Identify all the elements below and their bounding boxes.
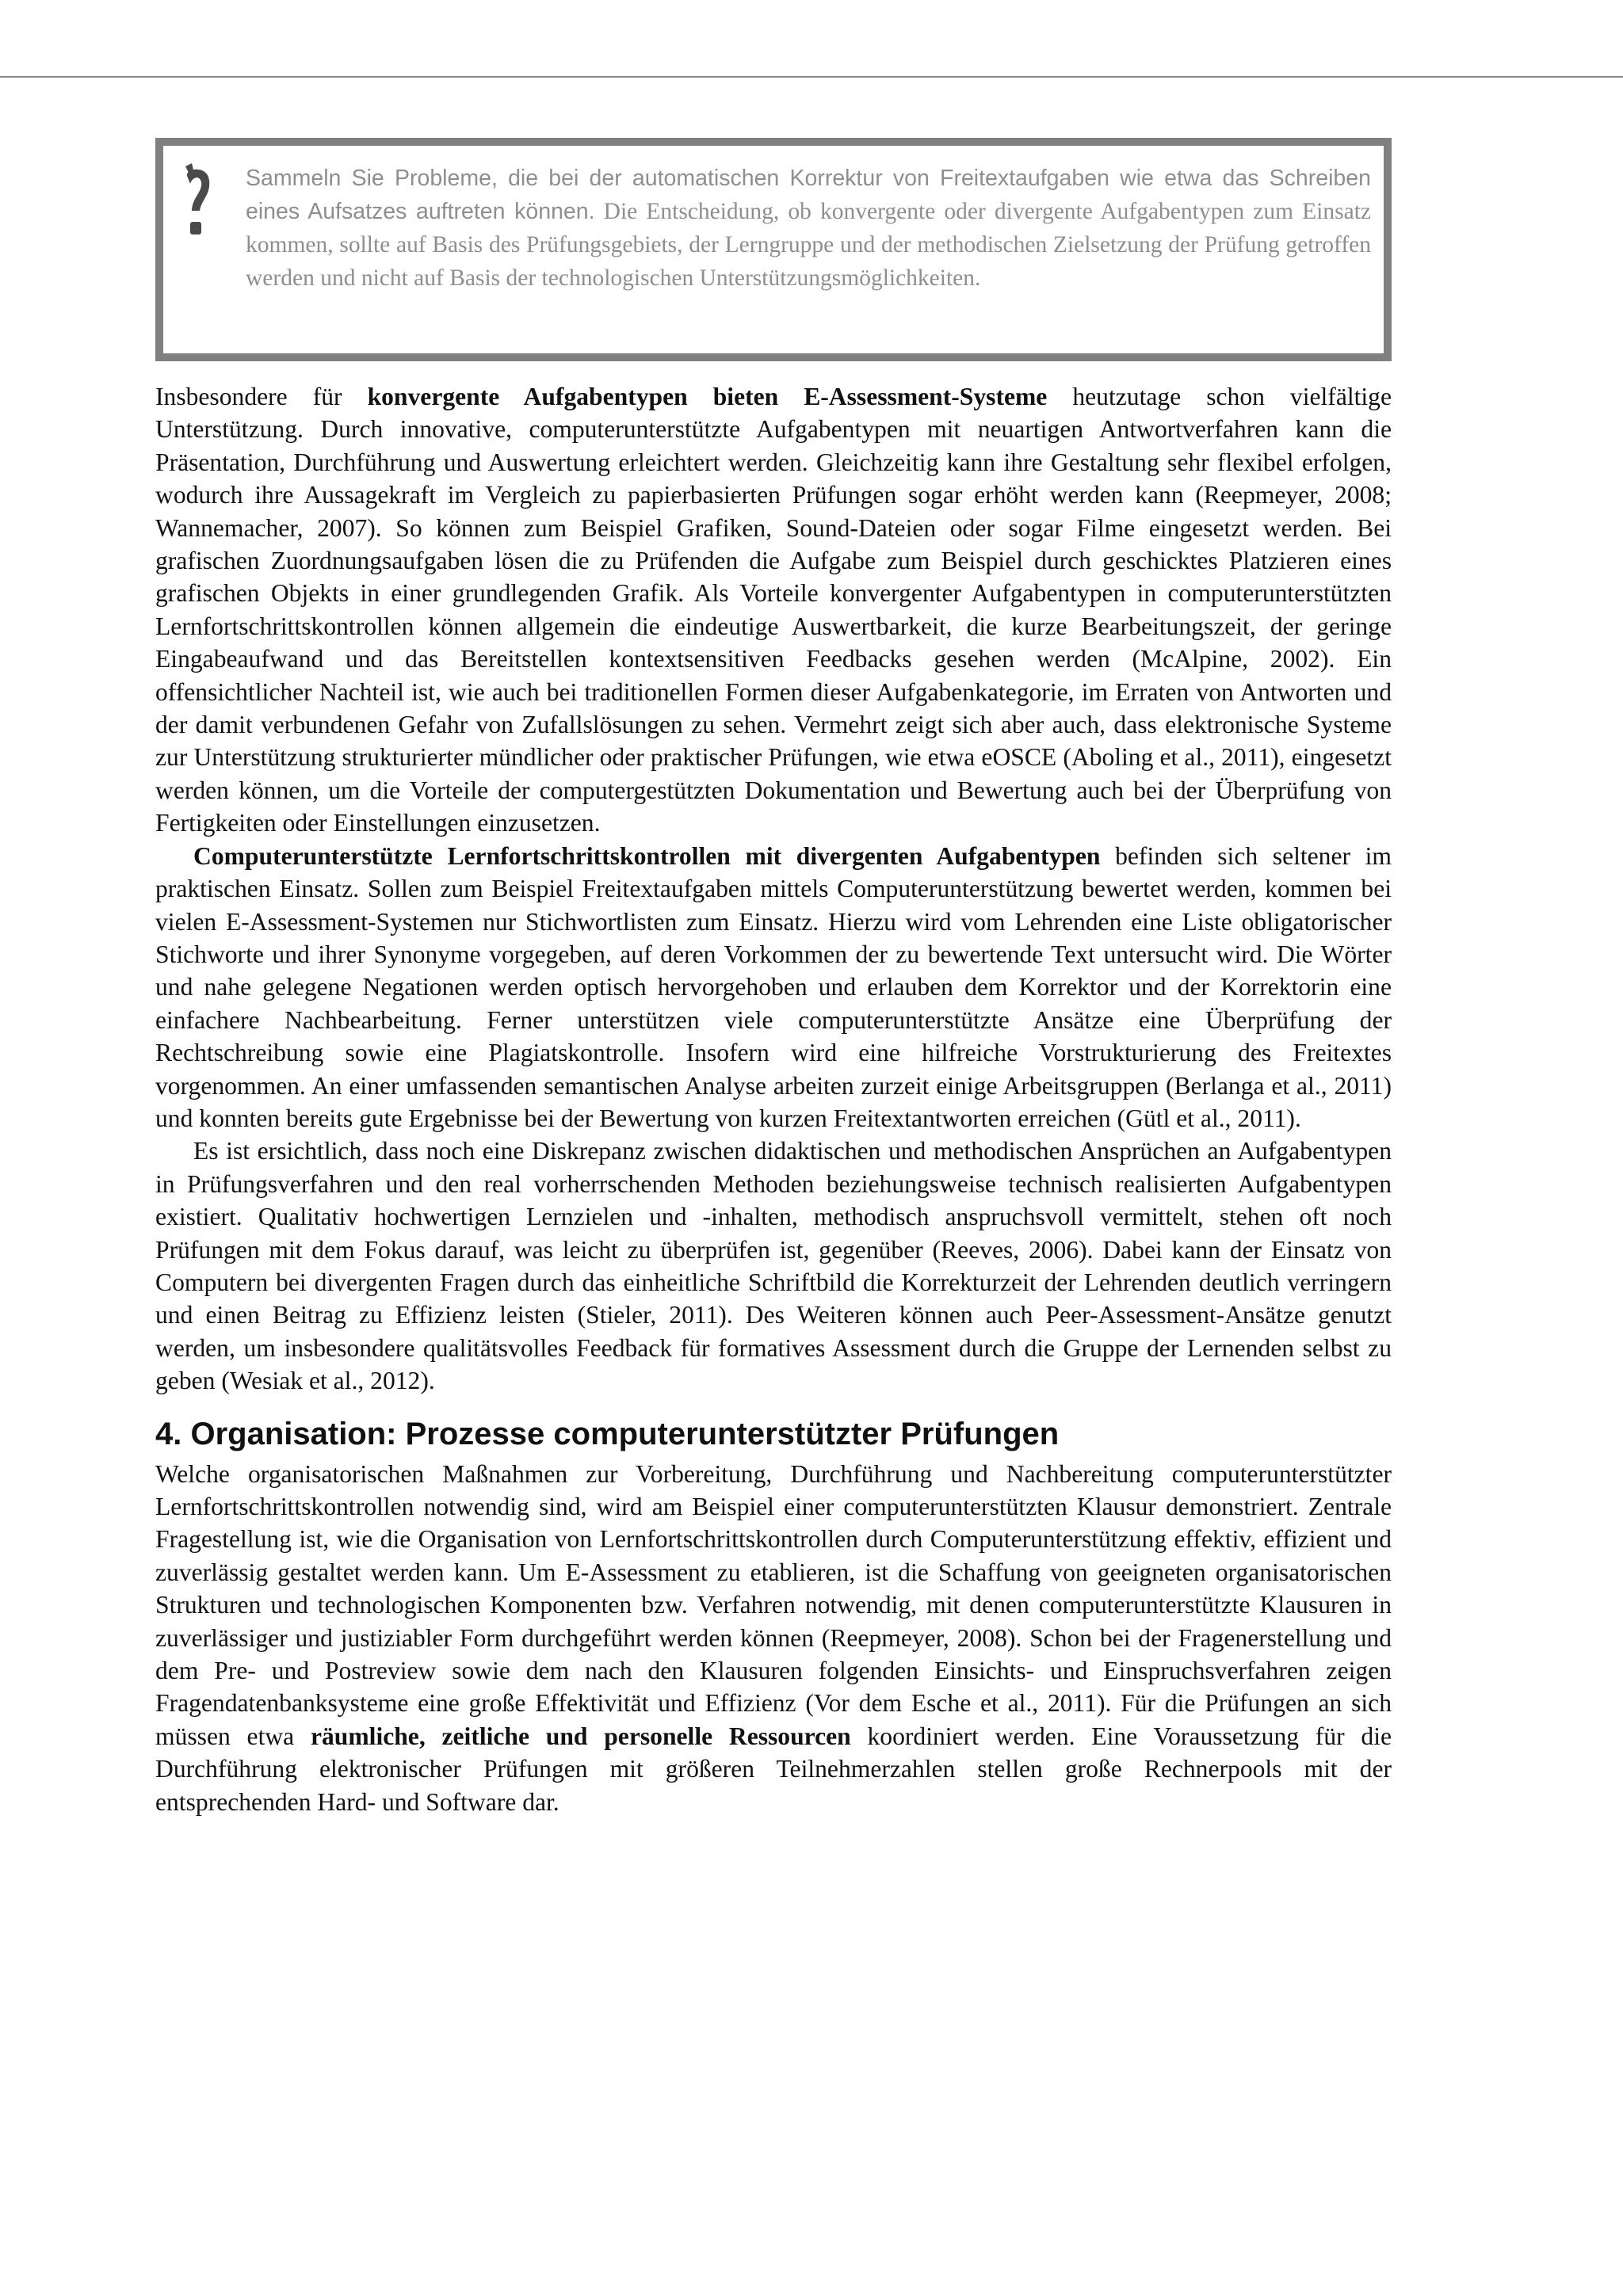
paragraph-organisation: Welche organisatorischen Maßnahmen zur Vorbereitung, Durchführung und Nachbereitung computerunterstützter Lernfortschrittskontrollen notwendig sind, wird am Beispiel einer computerunterstützten Klausur demonstriert. Zentrale Fragestellung ist, wie die Organisation von Lernfortschrittskontrollen durch Computerunterstützung effektiv, effizient und zuverlässig gestaltet werden kann. Um E-Assessment zu etablieren, ist die Schaffung von geeigneten organisatorischen Strukturen und technologischen Komponenten bzw. Verfahren notwendig, mit denen computerunterstützte Klausuren in zuverlässiger und justiziabler Form durchgeführt werden können (Reepmeyer, 2008). Schon bei der Fragenerstellung und dem Pre- und Postreview sowie dem nach den Klausuren folgenden Einsichts- und Einspruchsverfahren zeigen Fragendatenbanksysteme eine große Effektivität und Effizienz (Vor dem Esche et al., 2011). Für die Prüfungen an sich müssen etwa räumliche, zeitliche und personelle Ressourcen koordiniert werden. Eine Voraussetzung für die Durchführung elektronischer Prüfungen mit größeren Teilnehmerzahlen stellen große Rechnerpools mit der entsprechenden Hard- und Software dar. <box>155 1459 1392 1816</box>
bold-phrase: Computerunterstützte Lernfortschrittskontrollen mit divergenten Aufgabentypen <box>193 841 1101 870</box>
question-mark-icon <box>181 160 216 247</box>
section-heading: 4. Organisation: Prozesse computerunterstützter Prüfungen <box>155 1416 1060 1451</box>
callout-note-text: Die Entscheidung, ob konvergente oder divergente Aufgabentypen zum Einsatz kommen, sollte auf Basis des Prüfungsgebiets, der Lerngruppe und der methodischen Zielsetzung der Prüfung getroffen werden und nicht auf Basis der technologischen Unterstützungsmöglichkeiten. <box>246 199 1371 291</box>
bold-phrase: räumliche, zeitliche und personelle Ressourcen <box>310 1722 851 1750</box>
bold-phrase: konvergente Aufgabentypen bieten E-Assessment-Systeme <box>367 383 1048 410</box>
main-text <box>155 380 1392 1818</box>
paragraph-convergent-types: Insbesondere für konvergente Aufgabentypen bieten E-Assessment-Systeme heutzutage schon vielfältige Unterstützung. Durch innovative, computerunterstützte Aufgabentypen mit neuartigen Antwortverfahren kann die Präsentation, Durchführung und Auswertung erleichtert werden. Gleichzeitig kann ihre Gestaltung sehr flexibel erfolgen, wodurch ihre Aussagekraft im Vergleich zu papierbasierten Prüfungen sogar erhöht werden kann (Reepmeyer, 2008; Wannemacher, 2007). So können zum Beispiel Grafiken, Sound-Dateien oder sogar Filme eingesetzt werden. Bei grafischen Zuordnungsaufgaben lösen die zu Prüfenden die Aufgabe zum Beispiel durch geschicktes Platzieren eines grafischen Objekts in einer grundlegenden Grafik. Als Vorteile konvergenter Aufgabentypen in computerunterstützten Lernfortschrittskontrollen können allgemein die eindeutige Auswertbarkeit, die kurze Bearbeitungszeit, der geringe Eingabeaufwand und das Bereitstellen kontextsensitiven Feedbacks gesehen werden (McAlpine, 2002). Ein offensichtlicher Nachteil ist, wie auch bei traditionellen Formen dieser Aufgabenkategorie, im Erraten von Antworten und der damit verbundenen Gefahr von Zufallslösungen zu sehen. Vermehrt zeigt sich aber auch, dass elektronische Systeme zur Unterstützung strukturierter mündlicher oder praktischer Prüfungen, wie etwa eOSCE (Aboling et al., 2011), eingesetzt werden können, um die Vorteile der computergestützten Dokumentation und Bewertung auch bei der Überprüfung von Fertigkeiten oder Einstellungen einzusetzen. <box>155 383 1392 837</box>
page-top-rule <box>0 76 1623 78</box>
callout-text <box>246 162 1371 295</box>
callout-task-text: Sammeln Sie Probleme, die bei der automatischen Korrektur von Freitextaufgaben wie etwa das Schreiben eines Aufsatzes auftreten können. <box>246 166 1371 224</box>
reflection-callout-box <box>155 138 1392 361</box>
paragraph-divergent-types: Computerunterstützte Lernfortschrittskontrollen mit divergenten Aufgabentypen befinden sich seltener im praktischen Einsatz. Sollen zum Beispiel Freitextaufgaben mittels Computerunterstützung bewertet werden, kommen bei vielen E-Assessment-Systemen nur Stichwortlisten zum Einsatz. Hierzu wird vom Lehrenden eine Liste obligatorischer Stichworte und ihrer Synonyme vorgegeben, auf deren Vorkommen der zu bewertende Text untersucht wird. Die Wörter und nahe gelegene Negationen werden optisch hervorgehoben und erlauben dem Korrektor und der Korrektorin eine einfachere Nachbearbeitung. Ferner unterstützen viele computerunterstützte Ansätze eine Überprüfung der Rechtschreibung sowie eine Plagiatskontrolle. Insofern wird eine hilfreiche Vorstrukturierung des Freitextes vorgenommen. An einer umfassenden semantischen Analyse arbeiten zurzeit einige Arbeitsgruppen (Berlanga et al., 2011) und konnten bereits gute Ergebnisse bei der Bewertung von kurzen Freitextantworten erreichen (Gütl et al., 2011). <box>155 841 1392 1132</box>
paragraph-discrepancy: Es ist ersichtlich, dass noch eine Diskrepanz zwischen didaktischen und methodischen Ansprüchen an Aufgabentypen in Prüfungsverfahren und den real vorherrschenden Methoden beziehungsweise technisch realisierten Aufgabentypen existiert. Qualitativ hochwertigen Lernzielen und -inhalten, methodisch anspruchsvoll vermittelt, stehen oft noch Prüfungen mit dem Fokus darauf, was leicht zu überprüfen ist, gegenüber (Reeves, 2006). Dabei kann der Einsatz von Computern bei divergenten Fragen durch das einheitliche Schriftbild die Korrekturzeit der Lehrenden deutlich verringern und einen Beitrag zu Effizienz leisten (Stieler, 2011). Des Weiteren können auch Peer-Assessment-Ansätze genutzt werden, um insbesondere qualitätsvolles Feedback für formatives Assessment durch die Gruppe der Lernenden selbst zu geben (Wesiak et al., 2012). <box>155 1137 1392 1395</box>
